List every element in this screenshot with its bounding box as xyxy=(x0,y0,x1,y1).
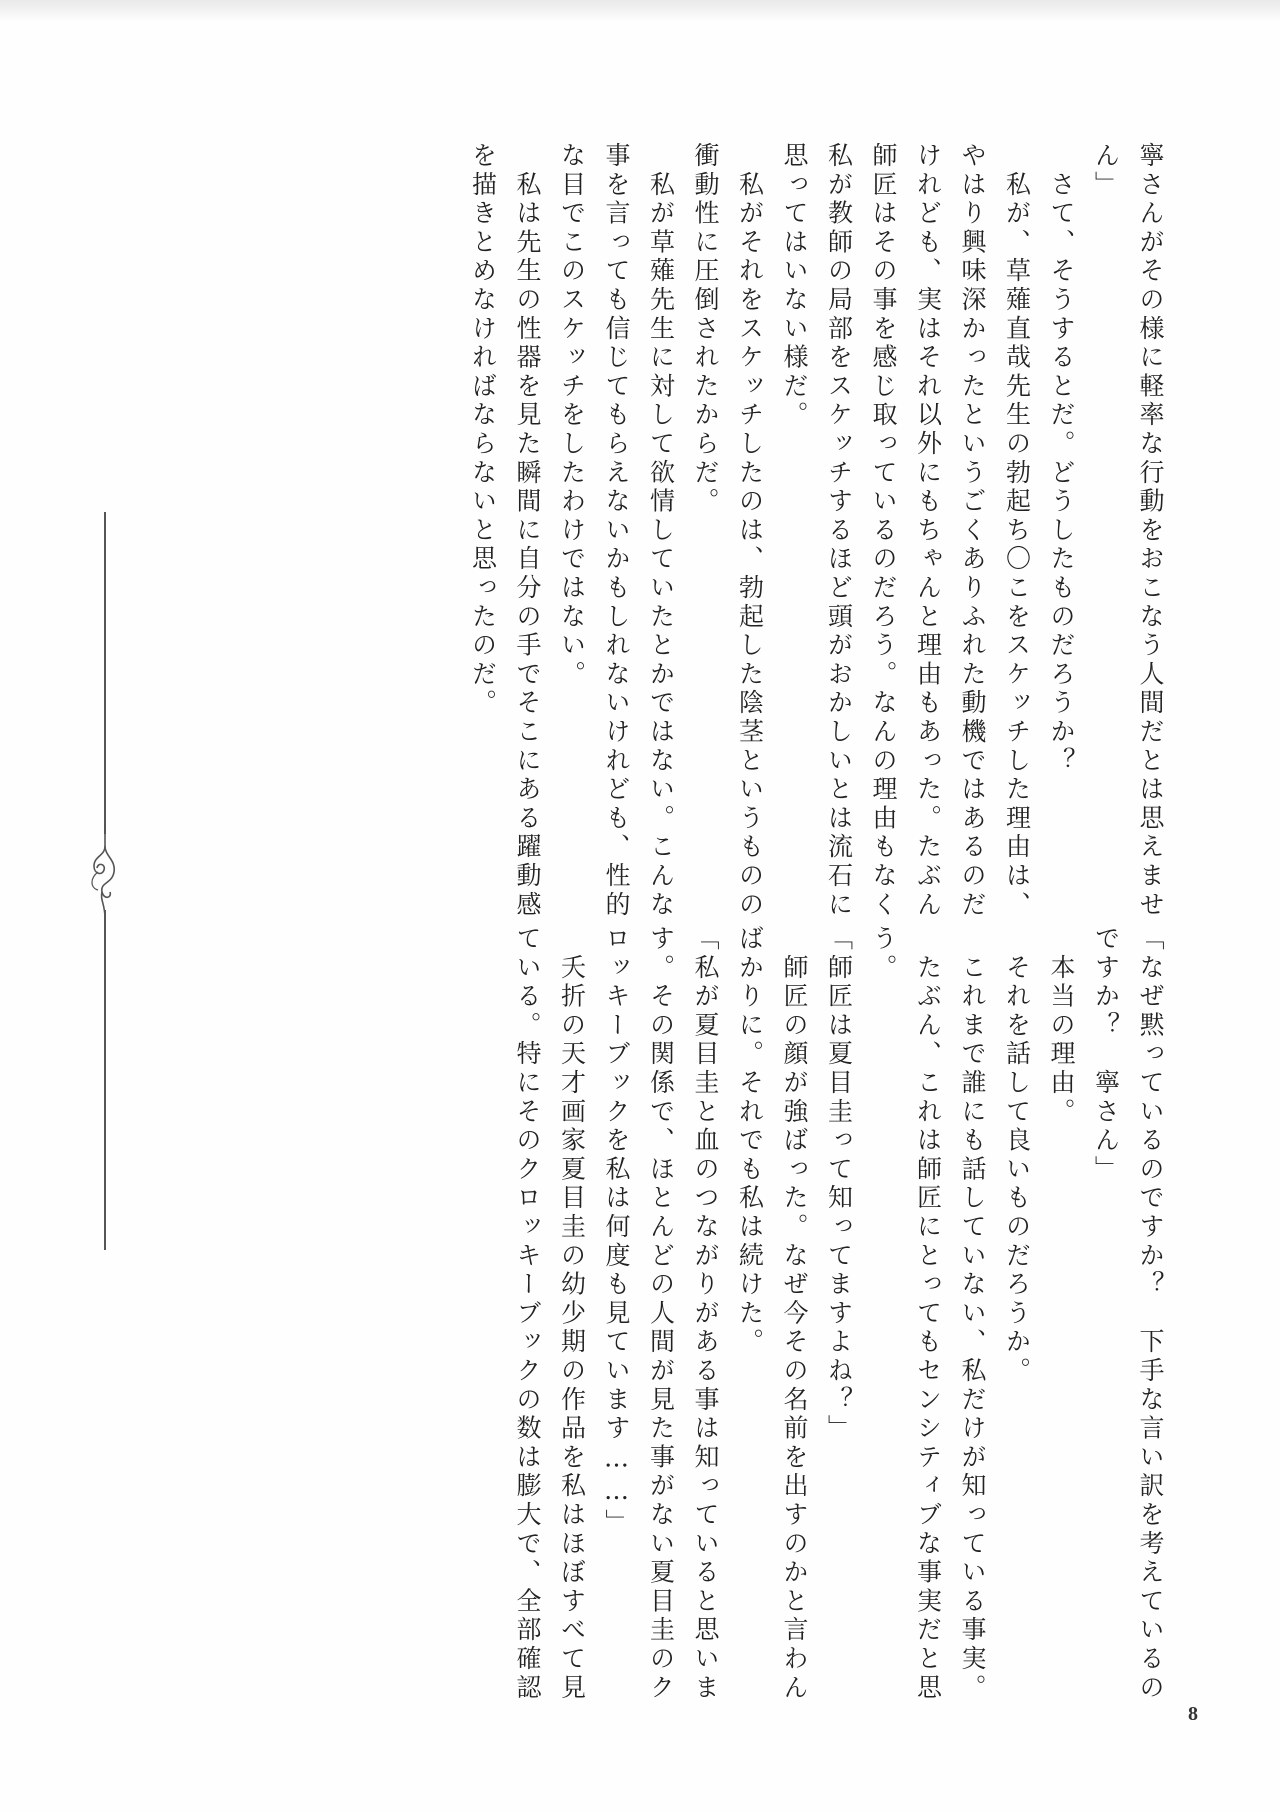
scroll-flourish-icon xyxy=(82,826,128,918)
text-line: 事を言っても信じてもらえないかもしれないけれども、性的 xyxy=(602,142,631,920)
text-line: やはり興味深かったというごくありふれた動機ではあるのだ xyxy=(958,142,987,920)
margin-rule-bottom xyxy=(104,910,106,1250)
text-line: さて、そうするとだ。どうしたものだろうか？ xyxy=(1047,142,1076,776)
margin-rule-top xyxy=(104,512,106,834)
page-number: 8 xyxy=(1188,1703,1198,1725)
text-line: 師匠はその事を感じ取っているのだろう。なんの理由もなく xyxy=(869,142,898,920)
text-line: な目でこのスケッチをしたわけではない。 xyxy=(557,142,587,690)
text-line: ん」 xyxy=(1091,142,1121,200)
text-line: 夭折の天才画家夏目圭の幼少期の作品を私はほぼすべて見 xyxy=(557,925,587,1703)
text-line: 思ってはいない様だ。 xyxy=(780,142,809,430)
text-line: 「師匠は夏目圭って知ってますよね？」 xyxy=(824,925,854,1444)
text-line: ばかりに。それでも私は続けた。 xyxy=(735,925,765,1357)
text-line: 私がそれをスケッチしたのは、勃起した陰茎というものの xyxy=(735,142,765,920)
text-line: を描きとめなければならないと思ったのだ。 xyxy=(468,142,498,718)
text-line: ロッキーブックを私は何度も見ています……」 xyxy=(602,925,631,1538)
text-line: 「私が夏目圭と血のつながりがある事は知っていると思いま xyxy=(691,925,720,1703)
text-line: ですか？ 寧さん」 xyxy=(1091,925,1121,1185)
text-line: 寧さんがその様に軽率な行動をおこなう人間だとは思えませ xyxy=(1136,142,1165,920)
text-line: たぶん、これは師匠にとってもセンシティブな事実だと思 xyxy=(913,925,943,1703)
text-line: これまで誰にも話していない、私だけが知っている事実。 xyxy=(958,925,987,1703)
text-line: 私が教師の局部をスケッチするほど頭がおかしいとは流石に xyxy=(824,142,854,920)
text-line: 師匠の顔が強ばった。なぜ今その名前を出すのかと言わん xyxy=(780,925,809,1703)
text-line: 私が、草薙直哉先生の勃起ち〇こをスケッチした理由は、 xyxy=(1002,142,1032,920)
text-line: 本当の理由。 xyxy=(1047,925,1076,1127)
text-line: う。 xyxy=(869,925,898,983)
text-line: す。その関係で、ほとんどの人間が見た事がない夏目圭のク xyxy=(646,925,676,1703)
page-edge-shadow xyxy=(0,0,1280,22)
upper-text-section xyxy=(460,142,1172,992)
lower-text-section xyxy=(505,925,1173,1703)
text-line: 衝動性に圧倒されたからだ。 xyxy=(691,142,720,517)
text-line: ている。特にそのクロッキーブックの数は膨大で、全部確認 xyxy=(513,925,542,1703)
text-line: 「なぜ黙っているのですか？ 下手な言い訳を考えているの xyxy=(1136,925,1165,1703)
text-line: けれども、実はそれ以外にもちゃんと理由もあった。たぶん xyxy=(913,142,943,920)
text-line: 私は先生の性器を見た瞬間に自分の手でそこにある躍動感 xyxy=(513,142,542,920)
text-line: それを話して良いものだろうか。 xyxy=(1002,925,1032,1386)
text-line: 私が草薙先生に対して欲情していたとかではない。こんな xyxy=(646,142,676,920)
